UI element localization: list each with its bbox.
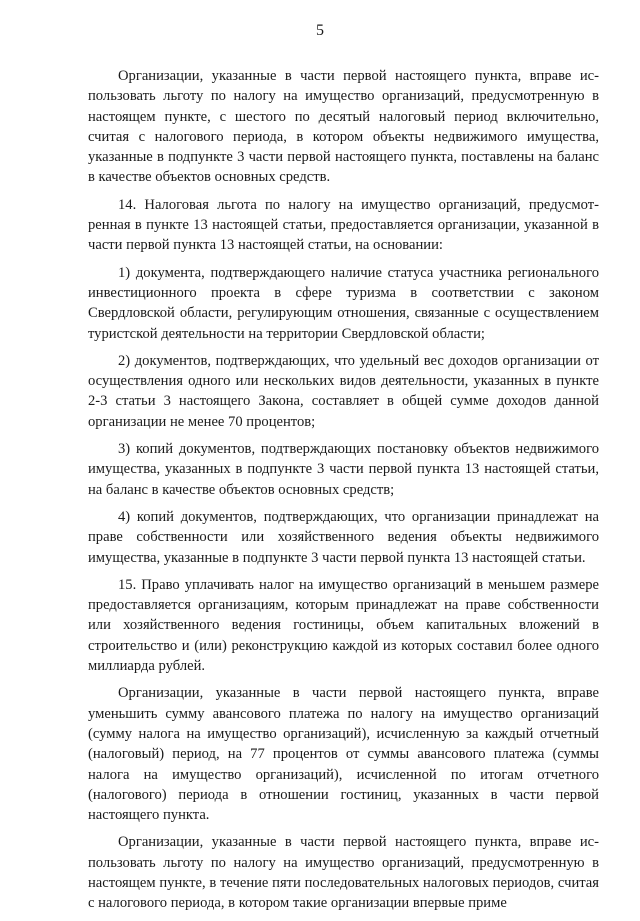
page-number: 5 [316, 22, 324, 39]
document-body [88, 66, 599, 921]
paragraph: 4) копий документов, подтверждающих, что организации принадлежат на праве собственности или хозяйственного ведения объекты недвижимого имущества, указанные в подпункте 3 части первой пункта 13 настоящей статьи. [88, 508, 599, 566]
paragraph: 15. Право уплачивать налог на имущество организаций в меньшем размере предоставляется организациям, которым принадлежат на праве собственности или хозяйственного ведения гостиницы, объем капитальных вложений в строительство и (или) реконструкцию каждой из которых составил более одного миллиарда рублей. [88, 576, 599, 675]
paragraph: Организации, указанные в части первой настоящего пункта, вправе уменьшить сумму авансового платежа по налогу на имущество организаций (сумму налога на имущество организаций), исчисленную за каждый отчетный (налоговый) период, на 77 процентов от суммы авансового платежа (суммы налога на имущество организаций), исчисленной по итогам отчетного (налогового) периода в отношении гостиниц, указанных в части первой настоящего пункта. [88, 685, 599, 824]
paragraph: Организации, указанные в части первой настоящего пункта, вправе использовать льготу по налогу на имущество организаций, предусмотренную в настоящем пункте, в течение пяти последовательных налоговых периодов, считая с налогового периода, в котором такие организации впервые приме [88, 834, 599, 912]
paragraph: 2) документов, подтверждающих, что удельный вес доходов организации от осуществления одного или нескольких видов деятельности, указанных в пункте 2-3 статьи 3 настоящего Закона, составляет в общей сумме доходов данной организации не менее 70 процентов; [88, 352, 599, 430]
paragraph: 14. Налоговая льгота по налогу на имущество организаций, предусмотренная в пункте 13 настоящей статьи, предоставляется организации, указанной в части первой пункта 13 настоящей статьи, на основании: [88, 196, 599, 254]
paragraph: 3) копий документов, подтверждающих постановку объектов недвижимого имущества, указанных в подпункте 3 части первой пункта 13 настоящей статьи, на баланс в качестве объектов основных средств; [88, 441, 599, 498]
paragraph: 1) документа, подтверждающего наличие статуса участника регионального инвестиционного проекта в сфере туризма в соответствии с законом Свердловской области, регулирующим отношения, связанные с осуществлением туристской деятельности на территории Свердловской области; [88, 264, 599, 342]
paragraph: Организации, указанные в части первой настоящего пункта, вправе использовать льготу по налогу на имущество организаций, предусмотренную в настоящем пункте, с шестого по десятый налоговый период включительно, считая с налогового периода, в котором объекты недвижимого имущества, указанные в подпункте 3 части первой настоящего пункта, поставлены на баланс в качестве объектов основных средств. [88, 68, 599, 186]
